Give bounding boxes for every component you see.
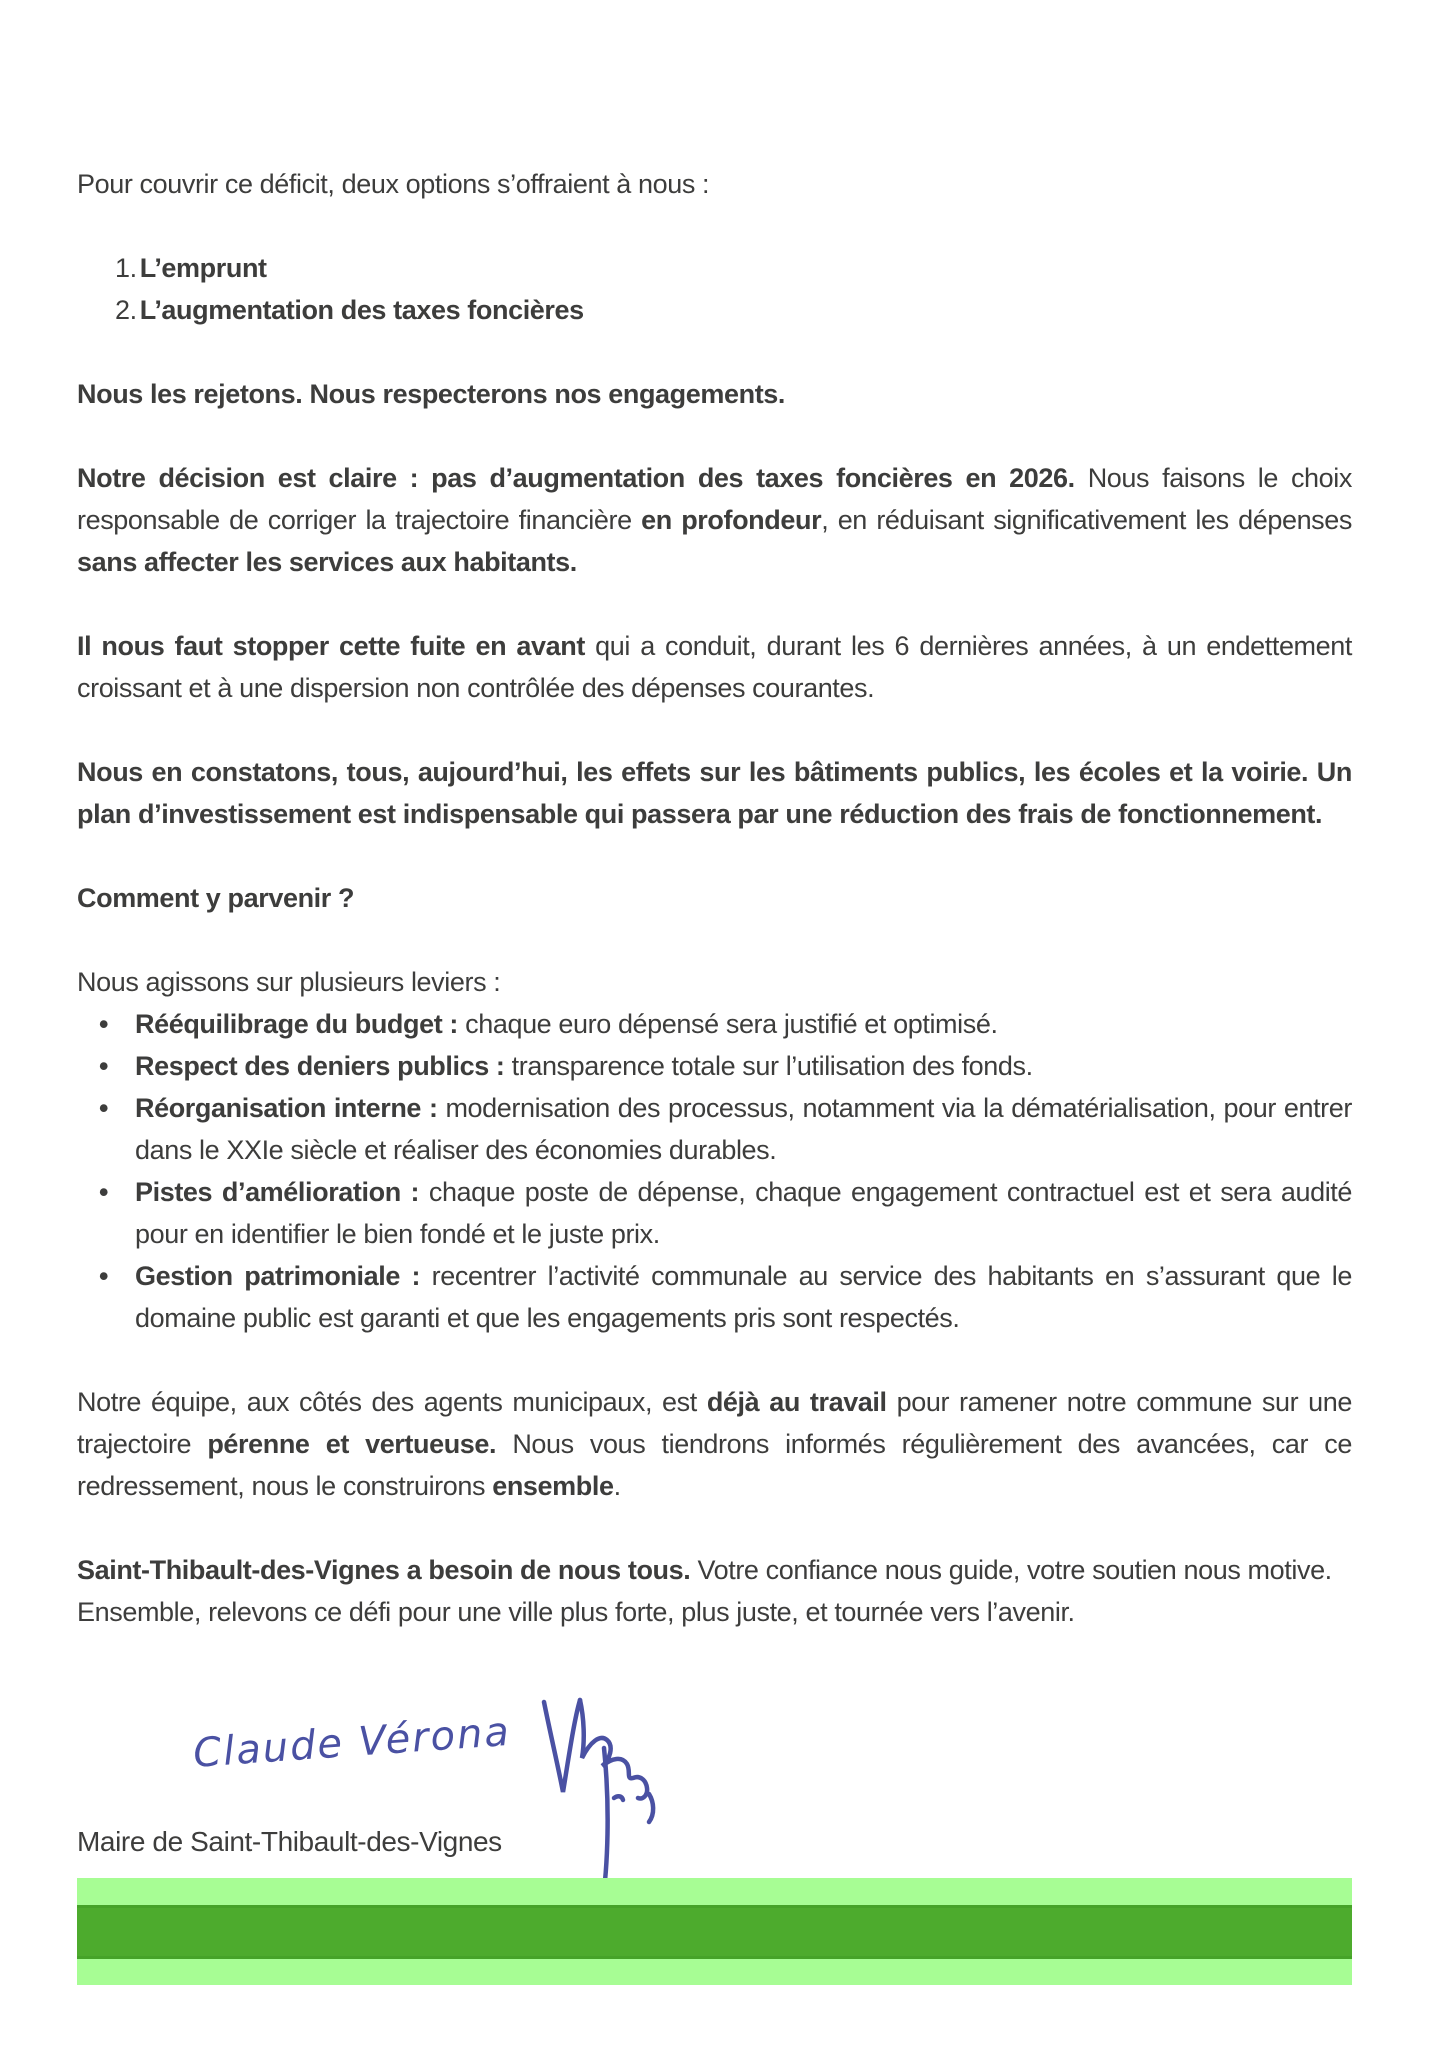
option-item-emprunt <box>115 247 1352 289</box>
levier-term: Respect des deniers publics : <box>135 1051 505 1081</box>
footer-stripe-light-top <box>77 1878 1352 1905</box>
footer-stripe-dark <box>77 1905 1352 1959</box>
text-run: , en réduisant significativement les dépenses <box>821 505 1352 535</box>
text-run: pour ramener notre commune sur une trajectoire <box>77 1387 1353 1459</box>
text-run-bold: Il nous faut stopper cette fuite en avant <box>77 631 585 661</box>
paragraph-intro: Pour couvrir ce déficit, deux options s’offraient à nous : <box>77 169 710 199</box>
option-number: 2. <box>115 295 137 325</box>
list-item-pistes <box>77 1171 1352 1255</box>
levier-term: Rééquilibrage du budget : <box>135 1009 459 1039</box>
list-item-gestion <box>77 1255 1352 1339</box>
text-run-bold: en profondeur <box>641 505 822 535</box>
levier-term: Pistes d’amélioration : <box>135 1177 420 1207</box>
options-list <box>77 247 1352 331</box>
paragraph-leviers-intro: Nous agissons sur plusieurs leviers : <box>77 967 501 997</box>
levier-term: Gestion patrimoniale : <box>135 1261 421 1291</box>
text-run-bold: Saint-Thibault-des-Vignes a besoin de nous tous. <box>77 1555 691 1585</box>
list-item-reorganisation <box>77 1087 1352 1171</box>
option-number: 1. <box>115 253 137 283</box>
text-run: . <box>613 1471 621 1501</box>
text-run: Nous vous tiendrons informés régulièrement des avancées, car ce redressement, nous le construirons <box>77 1429 1352 1501</box>
levier-rest: transparence totale sur l’utilisation des fonds. <box>504 1051 1033 1081</box>
text-run: Votre confiance nous guide, votre soutien nous motive. <box>690 1555 1332 1585</box>
footer-stripe-light-bottom <box>77 1959 1352 1985</box>
text-run: Nous faisons le choix responsable de corriger la trajectoire financière <box>77 463 1352 535</box>
text-run-bold: ensemble <box>492 1471 614 1501</box>
option-item-taxes <box>115 289 1352 331</box>
list-item-respect <box>77 1045 1352 1087</box>
paragraph-decision <box>77 457 1352 583</box>
signature-handwritten-name: Claude Vérona <box>191 1708 513 1777</box>
paragraph-constat: Nous en constatons, tous, aujourd’hui, les effets sur les bâtiments publics, les écoles et la voirie. Un plan d’investissement est indispensable qui passera par une réduction des frais de fonctionnement. <box>77 757 1352 829</box>
option-label: L’augmentation des taxes foncières <box>139 295 584 325</box>
list-item-reequilibrage <box>77 1003 1352 1045</box>
text-run-bold: pérenne et vertueuse. <box>207 1429 497 1459</box>
signature-title: Maire de Saint-Thibault-des-Vignes <box>77 1826 502 1857</box>
text-run-bold: Notre décision est claire : pas d’augmentation des taxes foncières en 2026. <box>77 463 1075 493</box>
letter-body <box>77 163 1352 1633</box>
paragraph-appel <box>77 1549 1352 1633</box>
levier-rest: recentrer l’activité communale au service des habitants en s’assurant que le domaine public est garanti et que les engagements pris sont respectés. <box>135 1261 1352 1333</box>
levier-rest: modernisation des processus, notamment via la dématérialisation, pour entrer dans le XXIe siècle et réaliser des économies durables. <box>135 1093 1352 1165</box>
text-run: Ensemble, relevons ce défi pour une ville plus forte, plus juste, et tournée vers l’avenir. <box>77 1597 1075 1627</box>
option-label: L’emprunt <box>139 253 267 283</box>
footer-banner <box>77 1878 1352 1985</box>
paragraph-fuite <box>77 625 1352 709</box>
levier-term: Réorganisation interne : <box>135 1093 438 1123</box>
text-run-bold: sans affecter les services aux habitants. <box>77 547 577 577</box>
levier-rest: chaque poste de dépense, chaque engagement contractuel est et sera audité pour en identifier le bien fondé et le juste prix. <box>135 1177 1353 1249</box>
paragraph-equipe <box>77 1381 1352 1507</box>
paragraph-question: Comment y parvenir ? <box>77 883 355 913</box>
text-run: Notre équipe, aux côtés des agents municipaux, est <box>77 1387 707 1417</box>
text-run-bold: déjà au travail <box>706 1387 887 1417</box>
paragraph-rejection: Nous les rejetons. Nous respecterons nos engagements. <box>77 379 786 409</box>
levier-rest: chaque euro dépensé sera justifié et optimisé. <box>458 1009 998 1039</box>
leviers-list <box>77 1003 1352 1339</box>
text-run: qui a conduit, durant les 6 dernières années, à un endettement croissant et à une dispersion non contrôlée des dépenses courantes. <box>77 631 1352 703</box>
